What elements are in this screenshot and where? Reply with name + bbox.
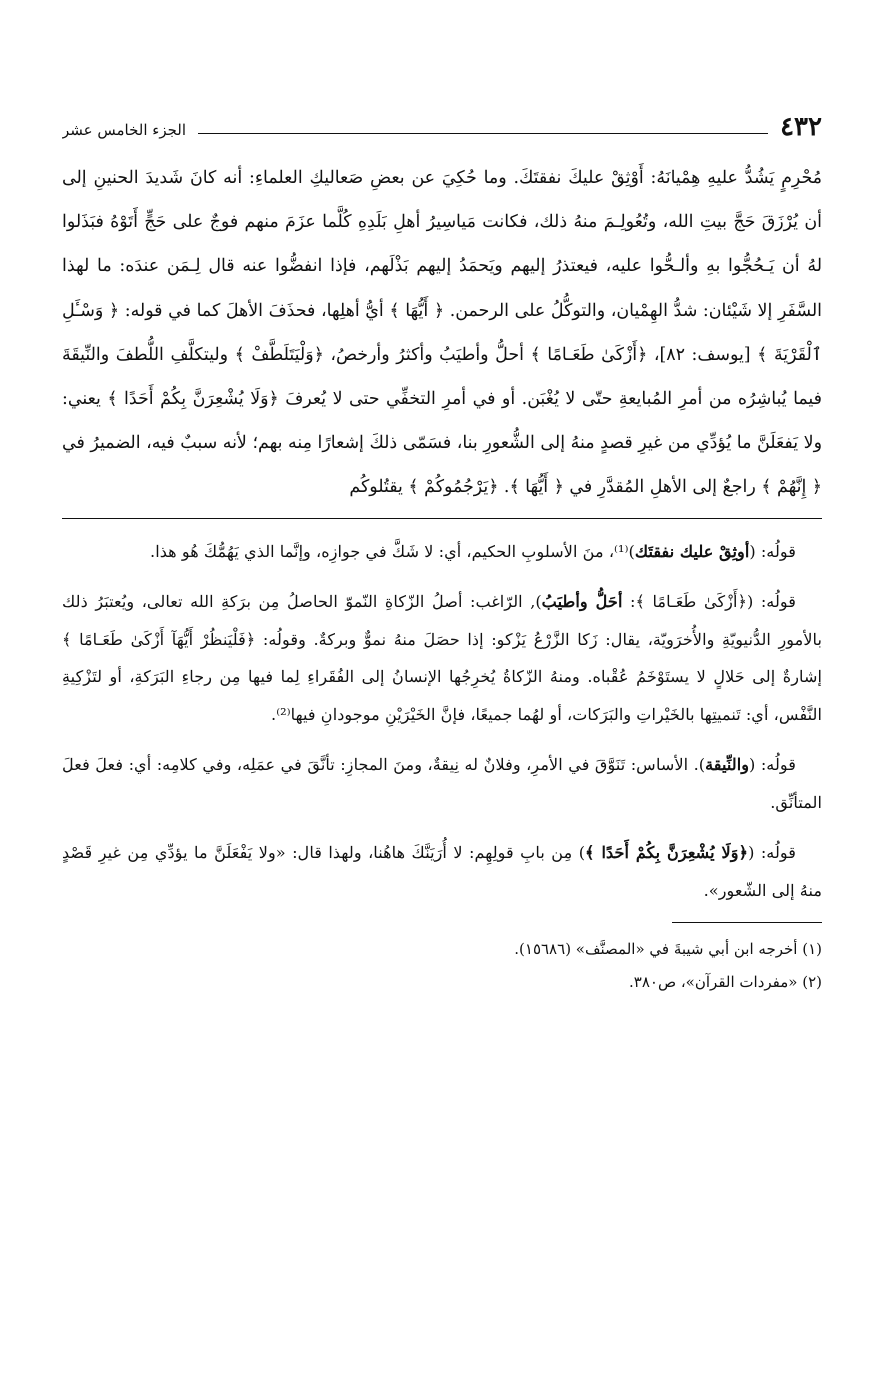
main-paragraph: مُحْرِمٍ يَشُدُّ عليهِ هِمْيانَهُ: أَوْثِقْ عليكَ نفقتَكَ. وما حُكِيَ عن بعضِ صَعاليكِ العلماءِ: أنه كانَ شَديدَ الحنينِ إلى أن يُرْزَقَ حَجَّ بيتِ الله، وتُعُولِـمَ منهُ ذلك، فكانت مَياسِيرُ أهلِ بَلَدِهِ كُلَّما عزَمَ منهم فوجٌ على حَجٍّ أَتَوْهُ فبَذَلوا لهُ أن يَـحُجُّوا بهِ وألـحُّوا عليه، فيعتذرُ إليهم ويَحمَدُ إليهم بَذْلَهم، فإذا انفضُّوا عنه قال لِـمَن عندَه: ما لهذا السَّفَرِ إلا شَيْئان: شدُّ الهِمْيان، والتوكُّلُ على الرحمن. ﴿ أَيُّهَا ﴾ أيُّ أهلِها، فحذَفَ الأهلَ كما في قوله: ﴿ وَسْـَٔلِ ٱلْقَرْيَةَ ﴾ [يوسف: ٨٢]، ﴿أَزْكَىٰ طَعَـامًا ﴾ أحلُّ وأطيَبُ وأكثرُ وأرخصُ، ﴿وَلْيَتَلَطَّفْ ﴾ وليتكلَّفِ اللُّطفَ والنِّيقَةَ فيما يُباشِرُه من أمرِ المُبايعةِ حتّى لا يُغْبَن. أو في أمرِ التخفِّي حتى لا يُعرفَ ﴿وَلَا يُشْعِرَنَّ بِكُمْ أَحَدًا ﴾ يعني: ولا يَفعَلَنَّ ما يُؤدِّي من غيرِ قصدٍ منهُ إلى الشُّعورِ بنا، فسَمّى ذلكَ إشعارًا مِنه بهم؛ لأنه سببٌ فيه، الضميرُ في ﴿ إِنَّهُمْ ﴾ راجعٌ إلى الأهلِ المُقدَّرِ في ﴿ أَيُّهَا ﴾. ﴿يَرْجُمُوكُمْ ﴾ يقتُلوكُم — [62, 168, 822, 498]
footnote-2: (٢) «مفردات القرآن»، ص٣٨٠. — [628, 973, 822, 992]
note-body: ) مِن بابِ قولِهِم: لا أُرَيَنَّكَ هاهُنا، ولهذا قال: «ولا يَفْعَلَنَّ ما يؤدِّي مِن غيرِ قَصْدٍ منهُ إلى الشّعور». — [62, 843, 822, 900]
footnote-separator-rule — [672, 922, 822, 923]
marginal-notes — [62, 533, 822, 910]
note-block-2 — [62, 583, 822, 733]
note-body: ). الأساس: تَنَوَّقَ في الأمرِ، وفلانٌ له نِيقةٌ، ومنَ المجازِ: تأنَّقَ في عمَلِه، وفي كلامِه: أي: فعلَ فعلَ المتأنِّق. — [62, 755, 822, 812]
header-rule — [198, 133, 768, 134]
note-heading: أوثِقْ عليك نفقتَك — [634, 541, 750, 561]
note-lead: قولُه: ( — [749, 541, 796, 561]
book-page — [62, 100, 822, 1330]
running-header — [62, 100, 822, 140]
header-title: الجزء الخامس عشر — [62, 121, 187, 139]
note-heading: أحَلُّ وأطيَبُ — [541, 592, 623, 612]
note-lead: قولُه: ( — [749, 755, 796, 775]
note-heading: ﴿وَلَا يُشْعِرَنَّ بِكُمْ أَحَدًا ﴾ — [585, 843, 749, 863]
note-lead: قولُه: ( — [748, 843, 796, 863]
page-number: ٤٣٢ — [780, 112, 822, 142]
main-separator-rule — [62, 518, 822, 519]
note-block-1 — [62, 533, 822, 571]
note-heading: والنِّيقة — [705, 755, 750, 775]
note-block-4 — [62, 834, 822, 909]
main-commentary-text — [62, 156, 822, 510]
note-lead: قولُه: (﴿أَزْكَىٰ طَعَـامًا ﴾: — [622, 592, 796, 612]
footnotes — [62, 933, 822, 999]
note-block-3 — [62, 746, 822, 821]
note-body: ), الرّاغب: أصلُ الزّكاةِ النّموّ الحاصلُ مِن برَكةِ الله تعالى، ويُعتبَرُ ذلك بالأمورِ الدُّنيويّةِ والأُخرَويّة، يقال: زَكا الزَّرْعُ يَزْكو: إذا حصَلَ منهُ نموٌّ وبركةٌ. وقولُه: ﴿فَلْيَنظُرْ أَيُّهَآ أَزْكَىٰ طَعَـامًا ﴾ إشارةٌ إلى حَلالٍ لا يستَوْخَمُ عُقْباه. ومنهُ الزّكاةُ يُخرِجُها الإنسانُ إلى الفُقَراءِ لِما فيها مِن رجاءِ البَرَكةِ، أو لتَزْكِيةِ النَّفْس، أي: تَنميتِها بالخَيْراتِ والبَرَكات، أو لهُما جميعًا، فإنَّ الخَيْرَيْنِ موجودانِ فيها⁽²⁾. — [62, 592, 822, 724]
note-body: )⁽¹⁾، منَ الأسلوبِ الحكيم، أي: لا شَكَّ في جوازِه، وإنَّما الذي يَهُمُّكَ هُو هذا. — [150, 541, 635, 561]
footnote-1: (١) أخرجه ابن أبي شيبةَ في «المصنَّف» (١٥٦٨٦). — [514, 940, 822, 959]
